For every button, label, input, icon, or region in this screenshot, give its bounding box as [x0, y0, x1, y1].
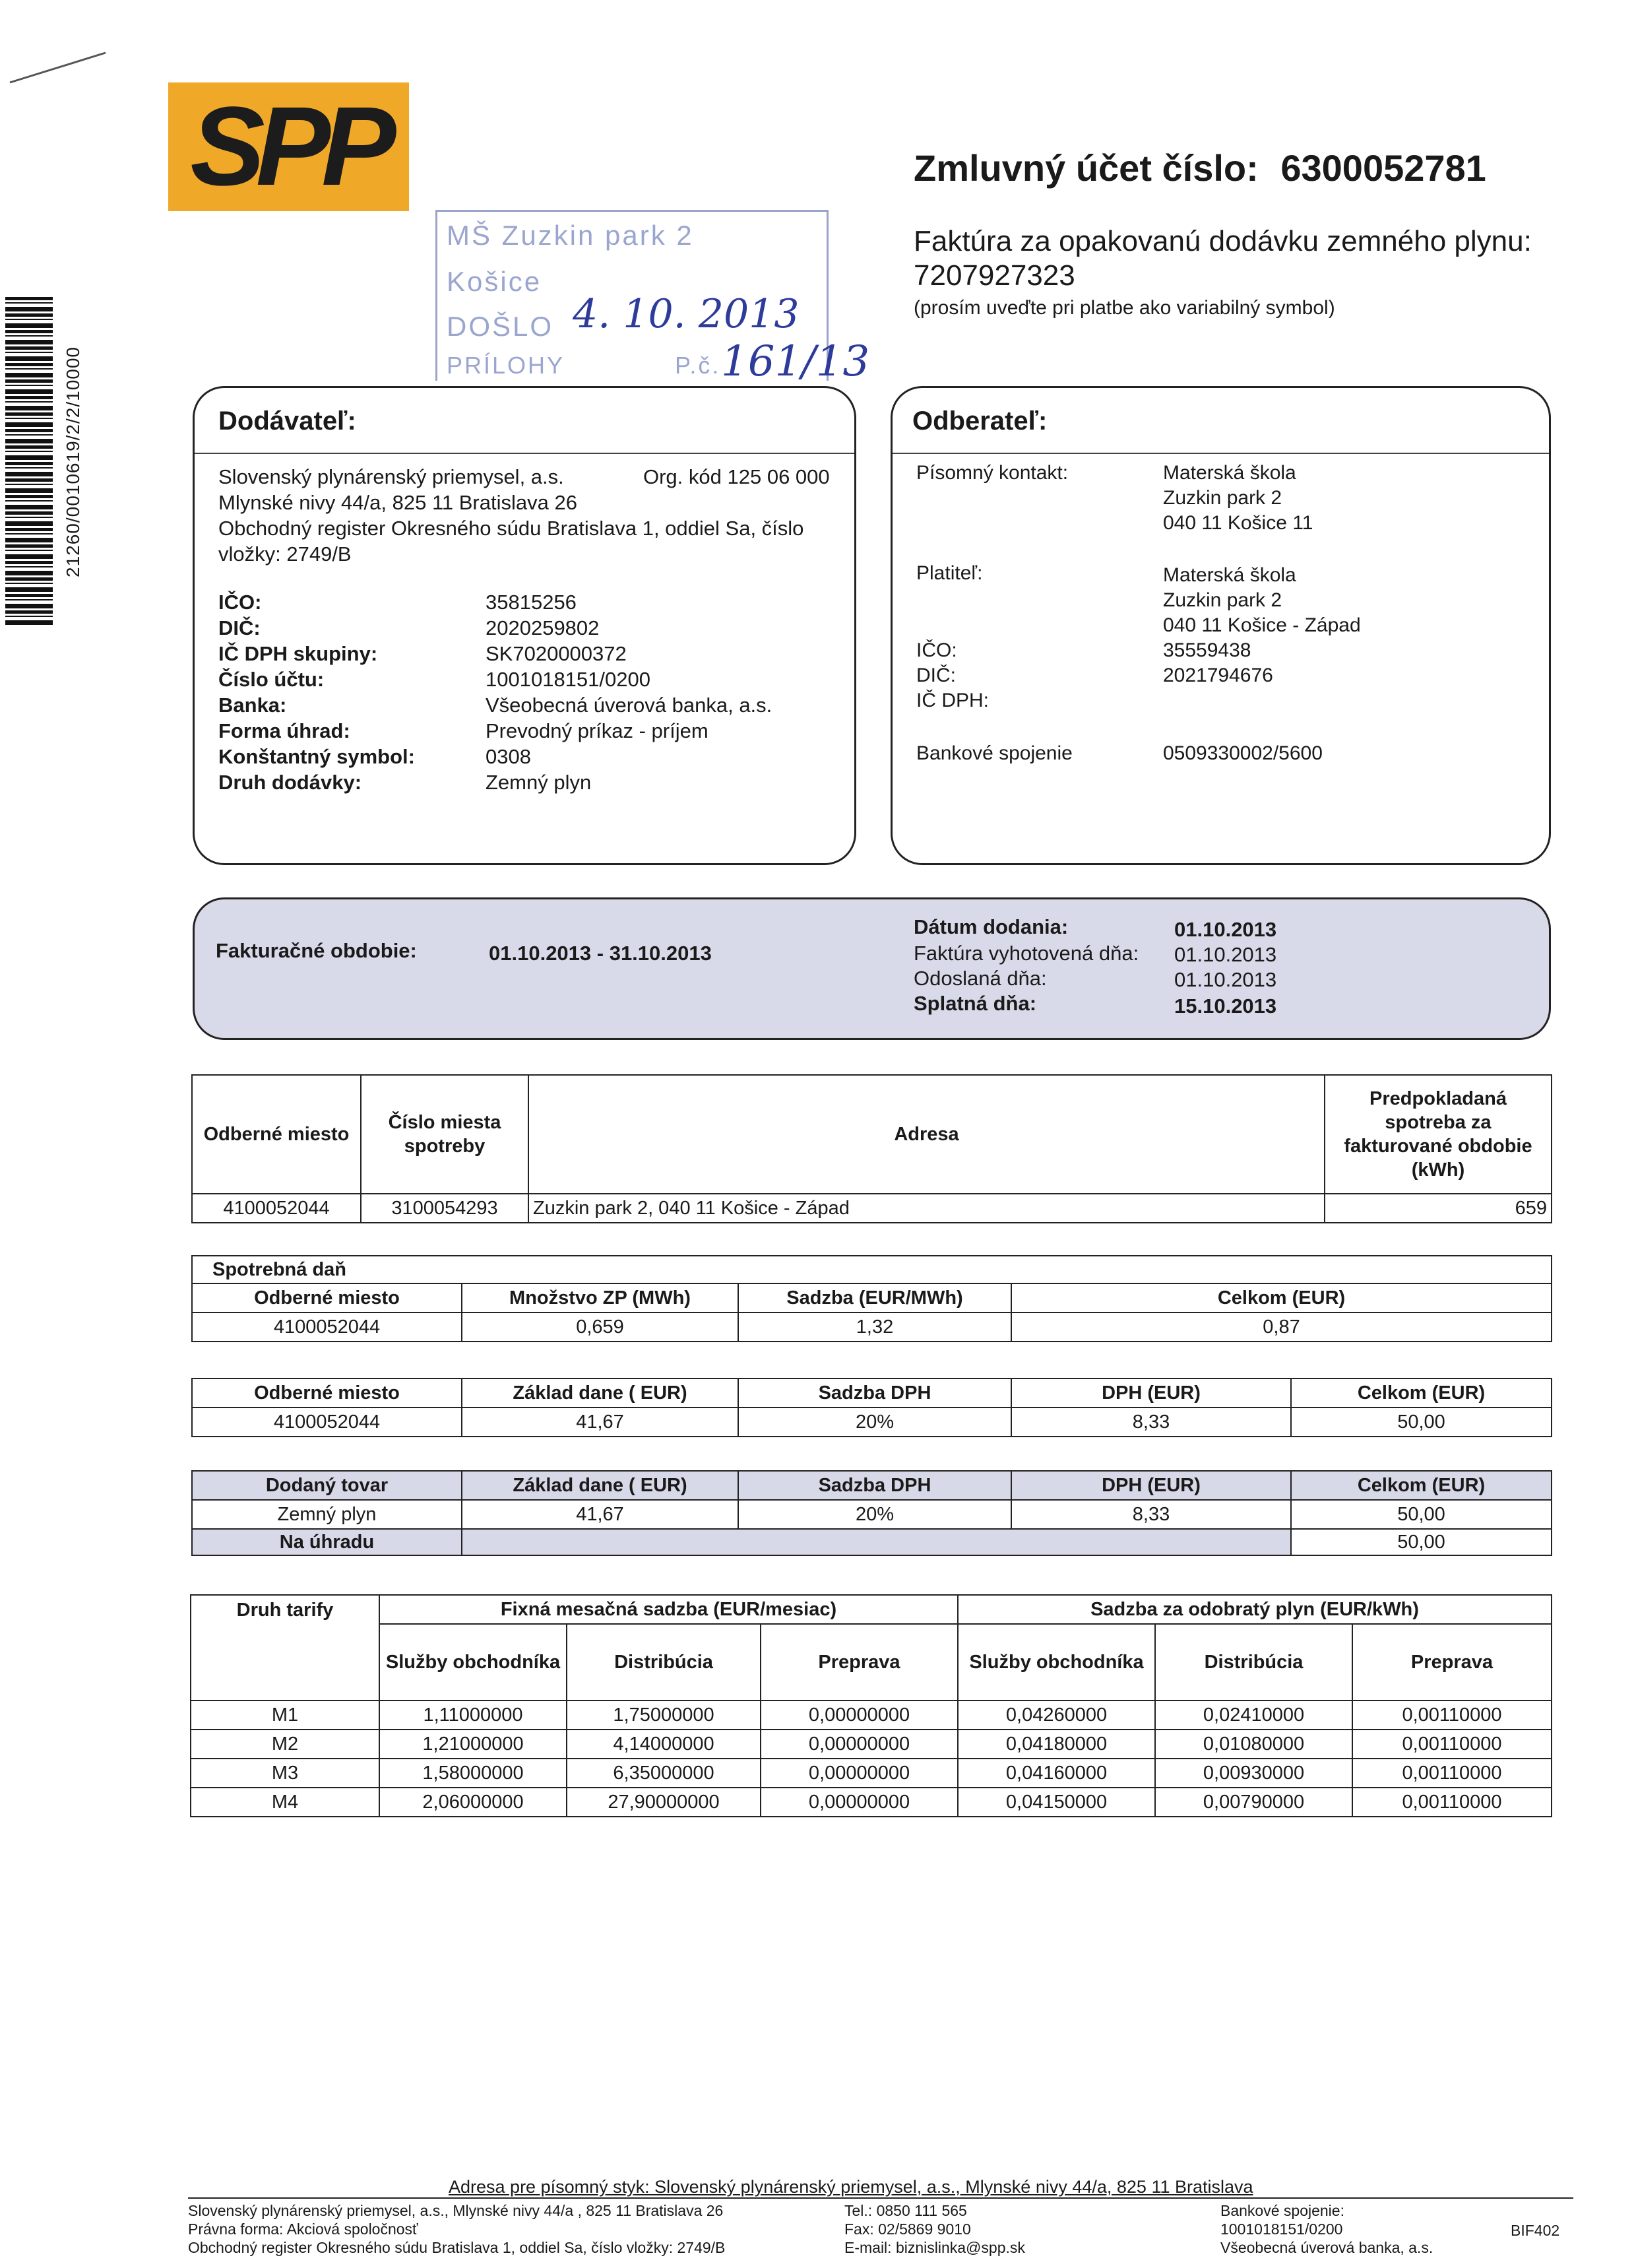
contact-line-2: Zuzkin park 2 — [1163, 487, 1282, 509]
footer-left-line: Obchodný register Okresného súdu Bratislava 1, oddiel Sa, číslo vložky: 2749/B — [188, 2239, 726, 2256]
table-cell: 8,33 — [1011, 1500, 1291, 1529]
customer-icdph-label: IČ DPH: — [916, 690, 990, 711]
table-cell: M3 — [191, 1759, 379, 1788]
supplier-field: IČO: 35815256 — [218, 591, 577, 614]
supplier-field: IČ DPH skupiny: SK7020000372 — [218, 642, 627, 665]
footer-left-line: Slovenský plynárenský priemysel, a.s., Mlynské nivy 44/a , 825 11 Bratislava 26 — [188, 2202, 724, 2219]
table-cell: 0,02410000 — [1155, 1701, 1352, 1730]
invoice-number: 7207927323 — [914, 259, 1075, 292]
col-header: Odberné miesto — [192, 1075, 361, 1194]
contact-label: Písomný kontakt: — [916, 462, 1069, 484]
excise-title: Spotrebná daň — [192, 1256, 1552, 1283]
group-header: Sadzba za odobratý plyn (EUR/kWh) — [958, 1595, 1552, 1624]
period-label: Fakturačné obdobie: — [216, 939, 417, 962]
tariff-row — [191, 1701, 1552, 1730]
footer-bank-account: 1001018151/0200 — [1220, 2220, 1343, 2238]
table-cell: 1,32 — [738, 1312, 1011, 1342]
table-cell: 0,00930000 — [1155, 1759, 1352, 1788]
payer-line-3: 040 11 Košice - Západ — [1163, 614, 1361, 636]
table-cell: 4100052044 — [192, 1408, 462, 1437]
table-cell: 0,00110000 — [1352, 1759, 1552, 1788]
table-cell: 0,659 — [462, 1312, 738, 1342]
table-cell: 27,90000000 — [567, 1788, 761, 1817]
table-cell: Zuzkin park 2, 040 11 Košice - Západ — [528, 1194, 1325, 1223]
sub-header: Preprava — [761, 1624, 958, 1701]
customer-header — [893, 388, 1549, 454]
table-cell: M2 — [191, 1730, 379, 1759]
footer-code: BIF402 — [1511, 2222, 1560, 2239]
table-cell: 2,06000000 — [379, 1788, 567, 1817]
customer-title: Odberateľ: — [912, 406, 1048, 436]
footer-phone: Tel.: 0850 111 565 — [844, 2202, 967, 2219]
customer-ico-value: 35559438 — [1163, 639, 1251, 661]
table-cell: 0,00110000 — [1352, 1730, 1552, 1759]
account-label: Zmluvný účet číslo: — [914, 147, 1259, 189]
col-header: DPH (EUR) — [1011, 1471, 1291, 1500]
table-cell: 41,67 — [462, 1408, 738, 1437]
table-cell: 0,04260000 — [958, 1701, 1155, 1730]
table-cell: 0,00000000 — [761, 1730, 958, 1759]
footer-bank-name: Všeobecná úverová banka, a.s. — [1220, 2239, 1433, 2256]
vat-table — [191, 1378, 1552, 1437]
table-cell: 20% — [738, 1500, 1011, 1529]
footer-address-line: Adresa pre písomný styk: Slovenský plynárenský priemysel, a.s., Mlynské nivy 44/a, 825 11 Bratislava — [449, 2177, 1253, 2197]
supplier-box — [193, 386, 856, 865]
sub-header: Preprava — [1352, 1624, 1552, 1701]
supplier-field: Banka: Všeobecná úverová banka, a.s. — [218, 694, 772, 717]
table-cell: 0,00000000 — [761, 1788, 958, 1817]
footer-left-line: Právna forma: Akciová spoločnosť — [188, 2220, 418, 2238]
customer-box — [891, 386, 1551, 865]
col-header: Predpokladaná spotreba za fakturované obdobie (kWh) — [1325, 1075, 1552, 1194]
total-value: 50,00 — [1291, 1529, 1552, 1555]
col-header: Celkom (EUR) — [1291, 1471, 1552, 1500]
footer-email: E-mail: biznislinka@spp.sk — [844, 2239, 1025, 2256]
col-header: Adresa — [528, 1075, 1325, 1194]
sub-header: Distribúcia — [1155, 1624, 1352, 1701]
supplier-field: Číslo účtu: 1001018151/0200 — [218, 668, 650, 691]
sub-header: Distribúcia — [567, 1624, 761, 1701]
stamp-line1: MŠ Zuzkin park 2 — [447, 220, 694, 251]
group-header: Fixná mesačná sadzba (EUR/mesiac) — [379, 1595, 958, 1624]
col-header: Druh tarify — [191, 1595, 379, 1701]
col-header: Celkom (EUR) — [1291, 1378, 1552, 1408]
table-cell: 0,00110000 — [1352, 1788, 1552, 1817]
sub-header: Služby obchodníka — [379, 1624, 567, 1701]
col-header: Základ dane ( EUR) — [462, 1378, 738, 1408]
invoice-title: Faktúra za opakovanú dodávku zemného plynu: — [914, 225, 1532, 257]
period-value: 01.10.2013 - 31.10.2013 — [489, 942, 712, 965]
due-date-value: 15.10.2013 — [1174, 994, 1277, 1018]
issued-date-value: 01.10.2013 — [1174, 943, 1277, 966]
table-cell: 3100054293 — [361, 1194, 528, 1223]
col-header: Dodaný tovar — [192, 1471, 462, 1500]
table-cell: 0,00000000 — [761, 1701, 958, 1730]
supplier-field: DIČ: 2020259802 — [218, 616, 600, 639]
table-cell: 0,04180000 — [958, 1730, 1155, 1759]
supplier-title: Dodávateľ: — [218, 406, 356, 436]
tariff-table — [190, 1594, 1552, 1817]
barcode-number: 21260/0010619/2/2/10000 — [63, 346, 83, 577]
bank-value: 0509330002/5600 — [1163, 742, 1323, 764]
excise-table — [191, 1255, 1552, 1342]
stamp-handwritten-date: 4. 10. 2013 — [573, 291, 800, 337]
logo-text: SPP — [190, 84, 387, 209]
received-stamp — [435, 210, 870, 386]
table-cell: 0,01080000 — [1155, 1730, 1352, 1759]
payer-line-1: Materská škola — [1163, 564, 1296, 586]
period-box — [193, 897, 1551, 1040]
issued-date-label: Faktúra vyhotovená dňa: — [914, 942, 1139, 965]
stamp-line4b: P.č. — [675, 352, 721, 379]
table-cell: 50,00 — [1291, 1408, 1552, 1437]
supplier-fields — [218, 589, 838, 795]
due-date-label: Splatná dňa: — [914, 992, 1037, 1015]
footer-divider — [188, 2197, 1573, 2199]
col-header: Číslo miesta spotreby — [361, 1075, 528, 1194]
supplier-register-1: Obchodný register Okresného súdu Bratislava 1, oddiel Sa, číslo — [218, 517, 804, 540]
table-cell: 4100052044 — [192, 1194, 361, 1223]
supplier-header — [195, 388, 854, 454]
col-header: Sadzba DPH — [738, 1378, 1011, 1408]
stamp-line2: Košice — [447, 266, 542, 297]
table-cell: Zemný plyn — [192, 1500, 462, 1529]
payer-label: Platiteľ: — [916, 562, 983, 584]
pen-mark — [7, 46, 112, 86]
sub-header: Služby obchodníka — [958, 1624, 1155, 1701]
customer-dic-value: 2021794676 — [1163, 664, 1273, 686]
table-cell: M4 — [191, 1788, 379, 1817]
table-cell: 6,35000000 — [567, 1759, 761, 1788]
tariff-row — [191, 1730, 1552, 1759]
account-heading — [914, 146, 1486, 190]
footer-left — [188, 2201, 725, 2257]
table-cell: 0,00000000 — [761, 1759, 958, 1788]
table-cell: 1,21000000 — [379, 1730, 567, 1759]
tariff-row — [191, 1788, 1552, 1817]
delivery-date-value: 01.10.2013 — [1174, 918, 1277, 941]
supplier-address: Mlynské nivy 44/a, 825 11 Bratislava 26 — [218, 491, 577, 514]
col-header: Základ dane ( EUR) — [462, 1471, 738, 1500]
col-header: Sadzba (EUR/MWh) — [738, 1283, 1011, 1312]
total-label: Na úhradu — [192, 1529, 462, 1555]
col-header: DPH (EUR) — [1011, 1378, 1291, 1408]
footer-middle — [844, 2201, 1025, 2257]
customer-ico-label: IČO: — [916, 639, 957, 661]
table-cell: 41,67 — [462, 1500, 738, 1529]
table-cell: 0,00110000 — [1352, 1701, 1552, 1730]
supplier-field: Konštantný symbol: 0308 — [218, 745, 531, 768]
table-cell: 4,14000000 — [567, 1730, 761, 1759]
table-cell: 1,58000000 — [379, 1759, 567, 1788]
supplier-field: Druh dodávky: Zemný plyn — [218, 771, 592, 794]
bank-label: Bankové spojenie — [916, 742, 1073, 764]
supplier-field: Forma úhrad: Prevodný príkaz - príjem — [218, 719, 708, 742]
supplier-name: Slovenský plynárenský priemysel, a.s. — [218, 465, 564, 488]
customer-dic-label: DIČ: — [916, 664, 956, 686]
contact-line-3: 040 11 Košice 11 — [1163, 512, 1313, 534]
stamp-line3: DOŠLO — [447, 311, 554, 342]
table-cell: 0,87 — [1011, 1312, 1552, 1342]
col-header: Odberné miesto — [192, 1378, 462, 1408]
col-header: Odberné miesto — [192, 1283, 462, 1312]
spp-logo — [168, 82, 409, 211]
barcode — [5, 297, 53, 627]
footer-bank-label: Bankové spojenie: — [1220, 2202, 1344, 2219]
footer-fax: Fax: 02/5869 9010 — [844, 2220, 971, 2238]
goods-table — [191, 1470, 1552, 1556]
table-cell: M1 — [191, 1701, 379, 1730]
table-cell: 659 — [1325, 1194, 1552, 1223]
sent-date-value: 01.10.2013 — [1174, 968, 1277, 991]
invoice-note: (prosím uveďte pri platbe ako variabilný symbol) — [914, 297, 1335, 319]
supplier-org-code: Org. kód 125 06 000 — [643, 465, 830, 488]
table-cell: 50,00 — [1291, 1500, 1552, 1529]
supplier-register-2: vložky: 2749/B — [218, 542, 352, 566]
col-header: Množstvo ZP (MWh) — [462, 1283, 738, 1312]
footer-right — [1220, 2201, 1433, 2257]
account-number: 6300052781 — [1280, 147, 1486, 189]
table-cell: 4100052044 — [192, 1312, 462, 1342]
stamp-line4: PRÍLOHY — [447, 352, 565, 379]
col-header: Celkom (EUR) — [1011, 1283, 1552, 1312]
table-cell: 20% — [738, 1408, 1011, 1437]
col-header: Sadzba DPH — [738, 1471, 1011, 1500]
sent-date-label: Odoslaná dňa: — [914, 967, 1047, 990]
table-cell: 0,00790000 — [1155, 1788, 1352, 1817]
consumption-table — [191, 1074, 1552, 1223]
table-cell: 1,75000000 — [567, 1701, 761, 1730]
stamp-handwritten-number: 161/13 — [721, 337, 870, 386]
table-cell: 8,33 — [1011, 1408, 1291, 1437]
total-spacer — [462, 1529, 1291, 1555]
table-cell: 0,04150000 — [958, 1788, 1155, 1817]
table-cell: 1,11000000 — [379, 1701, 567, 1730]
contact-line-1: Materská škola — [1163, 462, 1296, 484]
tariff-row — [191, 1759, 1552, 1788]
table-cell: 0,04160000 — [958, 1759, 1155, 1788]
payer-line-2: Zuzkin park 2 — [1163, 589, 1282, 611]
delivery-date-label: Dátum dodania: — [914, 915, 1069, 938]
